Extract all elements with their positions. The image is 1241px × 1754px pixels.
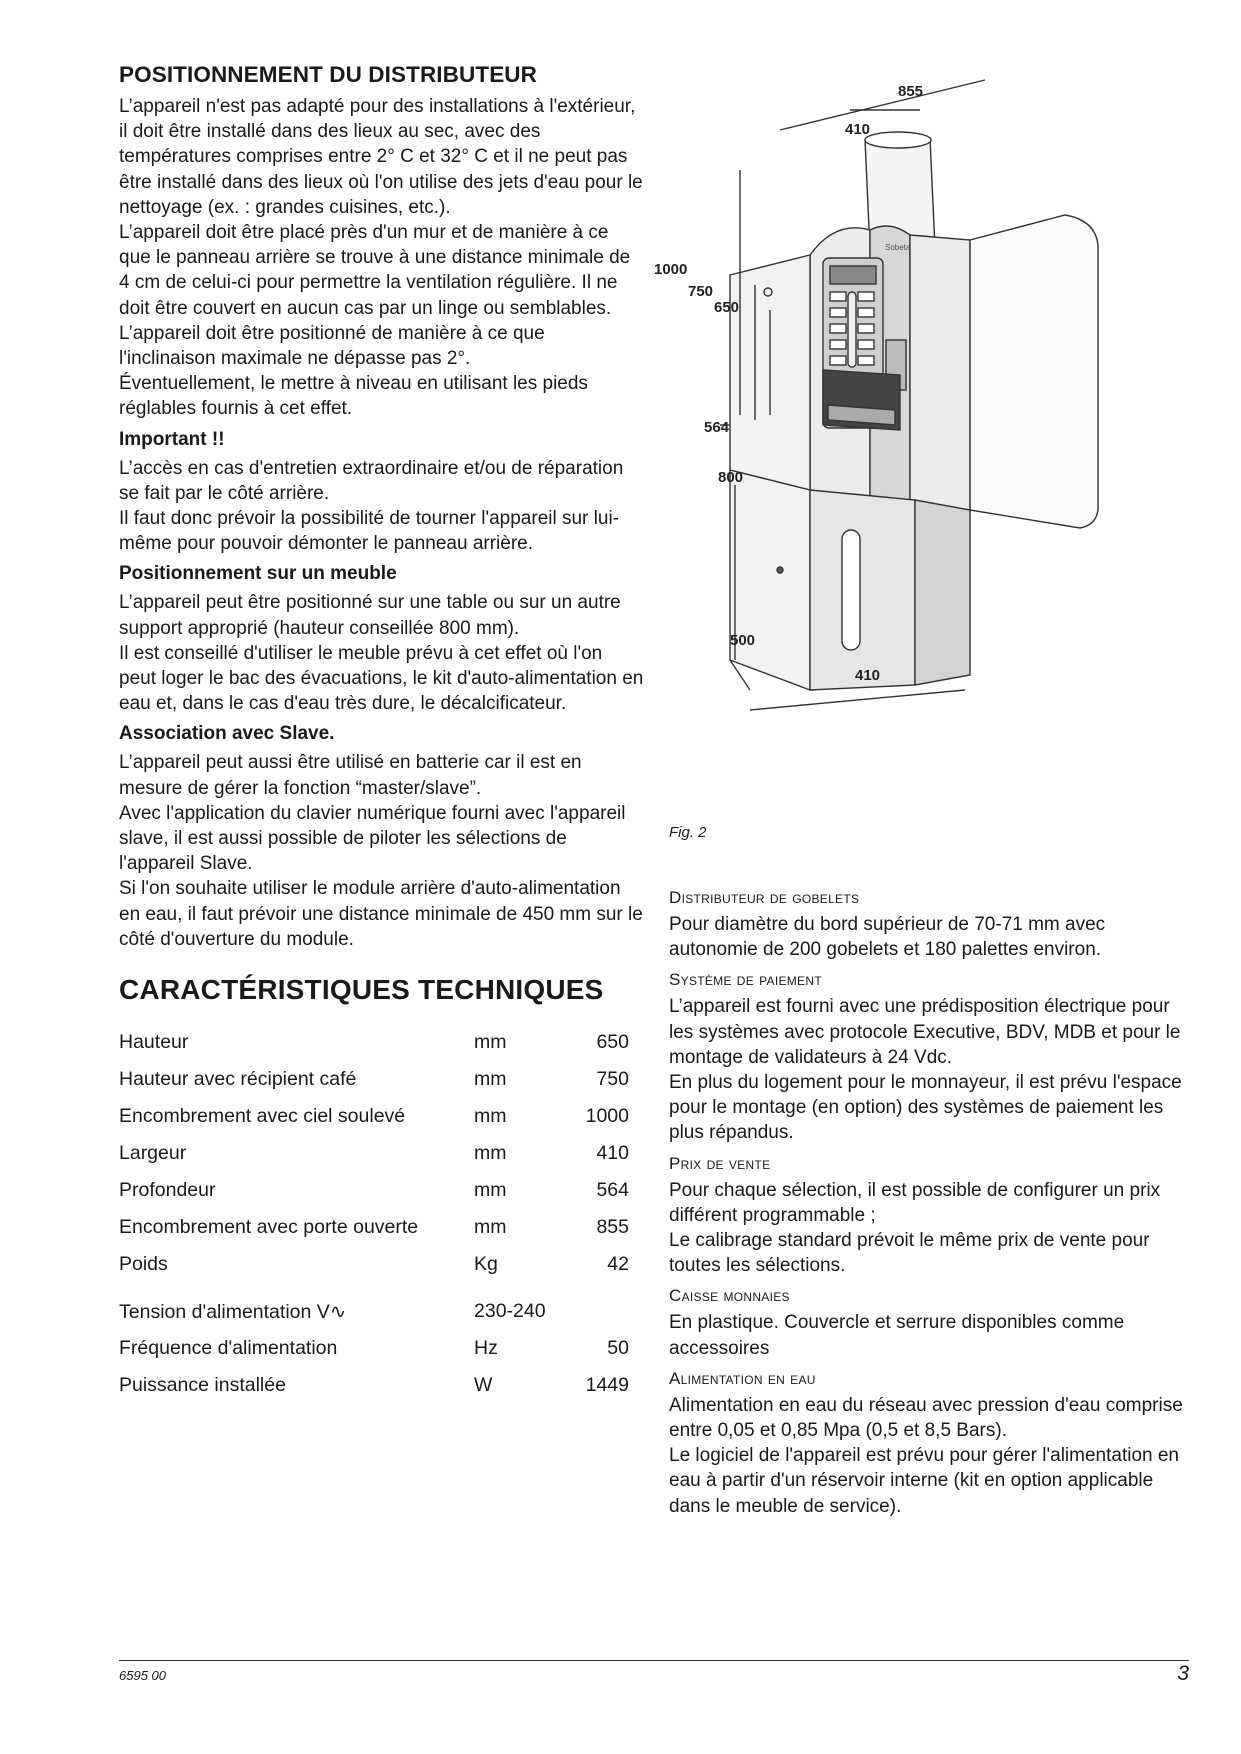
spec-label: Tension d'alimentation V∿ xyxy=(119,1300,347,1323)
spec-label: Largeur xyxy=(119,1142,187,1165)
slave-paragraph-3: Si l'on souhaite utiliser le module arrière d'auto-alimentation en eau, il faut prévoir une distance minimale de 450 mm sur le côté d'ouverture du module. xyxy=(119,878,643,950)
spec-label: Hauteur xyxy=(119,1031,189,1054)
right-column xyxy=(669,880,1194,1519)
dimension-410-bottom: 410 xyxy=(855,667,881,684)
section-title-cash-box: Caisse monnaies xyxy=(669,1286,790,1306)
furniture-paragraph-2: Il est conseillé d'utiliser le meuble prévu à cet effet où l'on peut loger le bac des évacuations, le kit d'auto-alimentation en eau et, dans le cas d'eau très dure, le décalcificateur. xyxy=(119,642,644,715)
spec-label: Fréquence d'alimentation xyxy=(119,1337,338,1360)
table-row xyxy=(119,1098,629,1135)
payment-paragraph-1: L’appareil est fourni avec une prédisposition électrique pour les systèmes avec protocole Executive, BDV, MDB et pour le montage de validateurs à 24 Vdc. xyxy=(669,996,1181,1068)
price-paragraph-1: Pour chaque sélection, il est possible de configurer un prix différent programmable ; xyxy=(669,1179,1161,1226)
spec-unit: mm xyxy=(474,1216,507,1239)
section-title-payment: Système de paiement xyxy=(669,970,822,990)
spec-unit: mm xyxy=(474,1105,507,1128)
positioning-paragraph-3: L’appareil doit être positionné de manière à ce que l'inclinaison maximale ne dépasse pas 2°. xyxy=(119,322,545,370)
spec-unit: Hz xyxy=(474,1337,498,1360)
table-row xyxy=(119,1135,629,1172)
dimension-410-top: 410 xyxy=(845,121,871,138)
spec-value xyxy=(564,1293,629,1330)
dimension-855: 855 xyxy=(898,83,924,100)
section-title-water-supply: Alimentation en eau xyxy=(669,1368,816,1388)
spec-value: 564 xyxy=(596,1179,629,1202)
specs-table xyxy=(119,1024,629,1404)
spec-value: 650 xyxy=(596,1031,629,1054)
important-paragraph-1: L’accès en cas d'entretien extraordinaire et/ou de réparation se fait par le côté arrière. xyxy=(119,457,624,504)
table-spacer xyxy=(119,1283,629,1293)
table-row xyxy=(119,1367,629,1404)
cup-dispenser-paragraph: Pour diamètre du bord supérieur de 70-71 mm avec autonomie de 200 gobelets et 180 palettes environ. xyxy=(669,914,1106,961)
spec-label: Profondeur xyxy=(119,1179,216,1202)
spec-value: 855 xyxy=(596,1216,629,1239)
water-supply-paragraph-1: Alimentation en eau du réseau avec pression d'eau comprise entre 0,05 et 0,85 Mpa (0,5 et 8,5 Bars). xyxy=(669,1394,1183,1442)
spec-unit: mm xyxy=(474,1031,507,1054)
furniture-title: Positionnement sur un meuble xyxy=(119,563,397,585)
slave-paragraph-1: L’appareil peut aussi être utilisé en batterie car il est en mesure de gérer la fonction “master/slave”. xyxy=(119,752,582,799)
spec-unit: Kg xyxy=(474,1253,498,1276)
important-paragraph-2: Il faut donc prévoir la possibilité de tourner l'appareil sur lui-même pour pouvoir démonter le panneau arrière. xyxy=(119,508,619,555)
price-paragraph-2: Le calibrage standard prévoit le même prix de vente pour toutes les sélections. xyxy=(669,1230,1150,1277)
vending-machine-drawing xyxy=(654,70,1190,815)
slave-paragraph-2: Avec l'application du clavier numérique fourni avec l'appareil slave, il est aussi possible de piloter les sélections de l'appareil Slave. xyxy=(119,802,626,875)
spec-value: 1449 xyxy=(585,1374,629,1397)
vending-machine-figure xyxy=(654,70,1190,815)
positioning-paragraph-1: L’appareil n'est pas adapté pour des installations à l'extérieur, il doit être installé dans des lieux au sec, avec des températures comprises entre 2° C et 32° C et il ne peut pas être installé dans des lieux où l'on utilise des jets d'eau pour le nettoyage (ex. : grandes cuisines, etc.). xyxy=(119,96,643,218)
spec-unit: W xyxy=(474,1374,493,1397)
footer-document-code: 6595 00 xyxy=(119,1668,166,1683)
dimension-750: 750 xyxy=(688,283,714,300)
specs-title: CARACTÉRISTIQUES TECHNIQUES xyxy=(119,974,604,1006)
spec-label: Encombrement avec porte ouverte xyxy=(119,1216,419,1239)
spec-label: Poids xyxy=(119,1253,168,1276)
furniture-paragraph-1: L’appareil peut être positionné sur une table ou sur un autre support approprié (hauteur conseillée 800 mm). xyxy=(119,592,621,639)
payment-paragraph-2: En plus du logement pour le monnayeur, il est prévu l'espace pour le montage (en option) des systèmes de paiement les plus répandus. xyxy=(669,1072,1182,1144)
table-row xyxy=(119,1172,629,1209)
table-row xyxy=(119,1246,629,1283)
figure-caption: Fig. 2 xyxy=(669,824,707,841)
panel-brand-label: Sobeta xyxy=(885,243,911,252)
section-title-price: Prix de vente xyxy=(669,1153,771,1173)
spec-value: 1000 xyxy=(585,1105,629,1128)
spec-unit: mm xyxy=(474,1068,507,1091)
important-title: Important !! xyxy=(119,428,225,450)
section-title-cup-dispenser: Distributeur de gobelets xyxy=(669,888,860,907)
spec-label: Puissance installée xyxy=(119,1374,286,1397)
dimension-1000: 1000 xyxy=(654,261,688,278)
cash-box-paragraph: En plastique. Couvercle et serrure disponibles comme accessoires xyxy=(669,1312,1125,1359)
spec-value: 750 xyxy=(596,1068,629,1091)
table-row xyxy=(119,1293,629,1330)
positioning-paragraph-2: L’appareil doit être placé près d'un mur et de manière à ce que le panneau arrière se trouve à une distance minimale de 4 cm de celui-ci pour permettre la ventilation régulière. Il ne doit être couvert en aucun cas par un linge ou semblables. xyxy=(119,222,631,319)
dimension-564: 564 xyxy=(704,419,730,436)
spec-label: Hauteur avec récipient café xyxy=(119,1068,357,1091)
spec-value: 50 xyxy=(607,1337,629,1360)
table-row xyxy=(119,1209,629,1246)
positioning-paragraph-4: Éventuellement, le mettre à niveau en utilisant les pieds réglables fournis à cet effet. xyxy=(119,373,588,420)
spec-unit: mm xyxy=(474,1179,507,1202)
table-row xyxy=(119,1330,629,1367)
footer-divider xyxy=(119,1660,1189,1661)
water-supply-paragraph-2: Le logiciel de l'appareil est prévu pour gérer l'alimentation en eau à partir d'un réservoir interne (kit en option applicable dans le meuble de service). xyxy=(669,1445,1180,1517)
dimension-650: 650 xyxy=(714,299,740,316)
dimension-800: 800 xyxy=(718,469,744,486)
positioning-title: POSITIONNEMENT DU DISTRIBUTEUR xyxy=(119,62,538,87)
dimension-500: 500 xyxy=(730,632,756,649)
slave-title: Association avec Slave. xyxy=(119,723,335,745)
spec-value: 42 xyxy=(607,1253,629,1276)
table-row xyxy=(119,1024,629,1061)
spec-unit: 230-240 xyxy=(474,1300,546,1323)
spec-label: Encombrement avec ciel soulevé xyxy=(119,1105,406,1128)
spec-unit: mm xyxy=(474,1142,507,1165)
spec-value: 410 xyxy=(596,1142,629,1165)
table-row xyxy=(119,1061,629,1098)
left-column xyxy=(119,62,644,1404)
page-number: 3 xyxy=(1177,1662,1189,1685)
